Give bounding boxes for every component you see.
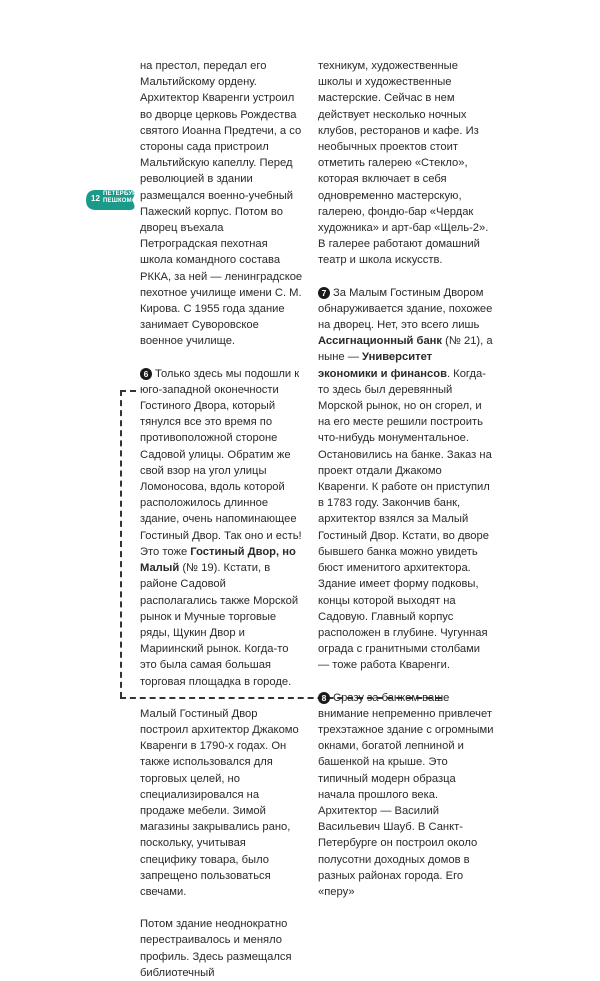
route-line-top [120, 390, 136, 392]
section-number-7: 7 [318, 287, 330, 299]
route-line-vertical [120, 390, 122, 698]
section-7-paragraph: 7 За Малым Гостиным Двором обнаруживается здание, похожее на дворец. Нет, это всего лишь Ассигнационный банк (№ 21), а ныне — Университет экономики и финансов. Когда-то здесь был деревянный Морской рынок, но он сгорел, и на его месте решили построить что-нибудь монументальное. Остановились на банке. Заказ на проект отдали Джакомо Кваренги. К работе он приступил в 1783 году. Закончив банк, архитектор взялся за Малый Гостиный Двор. Кстати, во дворе бывшего банка можно увидеть бюст именитого архитектора. Здание имеет форму подковы, концы которой выходят на Садовую. Главный корпус расположен в глубине. Чугунная ограда с гранитными столбами — тоже работа Кваренги. [318, 286, 493, 672]
paragraph: на престол, передал его Мальтийскому ордену. Архитектор Кваренги устроил во дворце церковь Рождества святого Иоанна Предтечи, а со стороны сада пристроил Мальтийскую капеллу. Перед революцией в здании размещался военно-учебный Пажеский корпус. Потом во дворец въехала Петроградская пехотная школа командного состава РККА, за ней — ленинградское пехотное училище имени С. М. Кирова. С 1955 года здание занимает Суворовское военное училище. [140, 60, 303, 348]
section-number-6: 6 [140, 368, 152, 380]
section-tab-label: ПЕТЕРБУРГ ПЕШКОМ [103, 191, 141, 204]
page-number: 12 [91, 194, 100, 203]
landmark-name: Ассигнационный банк [318, 335, 443, 348]
right-column [318, 58, 494, 900]
landmark-name: Университет экономики и финансов [318, 351, 447, 380]
landmark-name: Гостиный Двор, но Малый [140, 545, 296, 575]
paragraph: техникум, художественные школы и художественные мастерские. Сейчас в нем действует несколько ночных клубов, ресторанов и кафе. Из необычных проектов стоит отметить галерею «Стекло», которая включает в себя одновременно мастерскую, галерею, фондю-бар «Чердак художника» и арт-бар «Щель-2». В галерее работают домашний театр и школа искусств. [318, 60, 489, 267]
paragraph: Потом здание неоднократно перестраивалось и меняло профиль. Здесь размещался библиотечный [140, 918, 292, 979]
left-column [140, 58, 303, 981]
section-6-paragraph: 6 Только здесь мы подошли к юго-западной оконечности Гостиного Двора, который тянулся все это время по противоположной стороне Садовой улицы. Обратим же свой взор на угол улицы Ломоносова, вдоль которой расположилось длинное здание, очень напоминающее Гостиный Двор. Так оно и есть! Это тоже Гостиный Двор, но Малый (№ 19). Кстати, в районе Садовой располагались также Морской рынок и Мучные торговые ряды, Щукин Двор и Мариинский рынок. Когда-то это была самая большая торговая площадка в городе. [140, 367, 302, 688]
section-8-paragraph: 8 Сразу за банком ваше внимание непременно привлечет трехэтажное здание с огромными окнами, богатой лепниной и башенкой на крыше. Это типичный модерн образца начала прошлого века. Архитектор — Василий Васильевич Шауб. В Санкт-Петербурге он построил около полусотни доходных домов в разных районах города. Его «перу» [318, 691, 494, 898]
paragraph: Малый Гостиный Двор построил архитектор Джакомо Кваренги в 1790-х годах. Он также использовался для торговых целей, но специализировался на продаже мебели. Зимой магазины закрывались рано, поскольку, учитывая специфику товара, было запрещено пользоваться свечами. [140, 707, 299, 898]
section-number-8: 8 [318, 692, 330, 704]
